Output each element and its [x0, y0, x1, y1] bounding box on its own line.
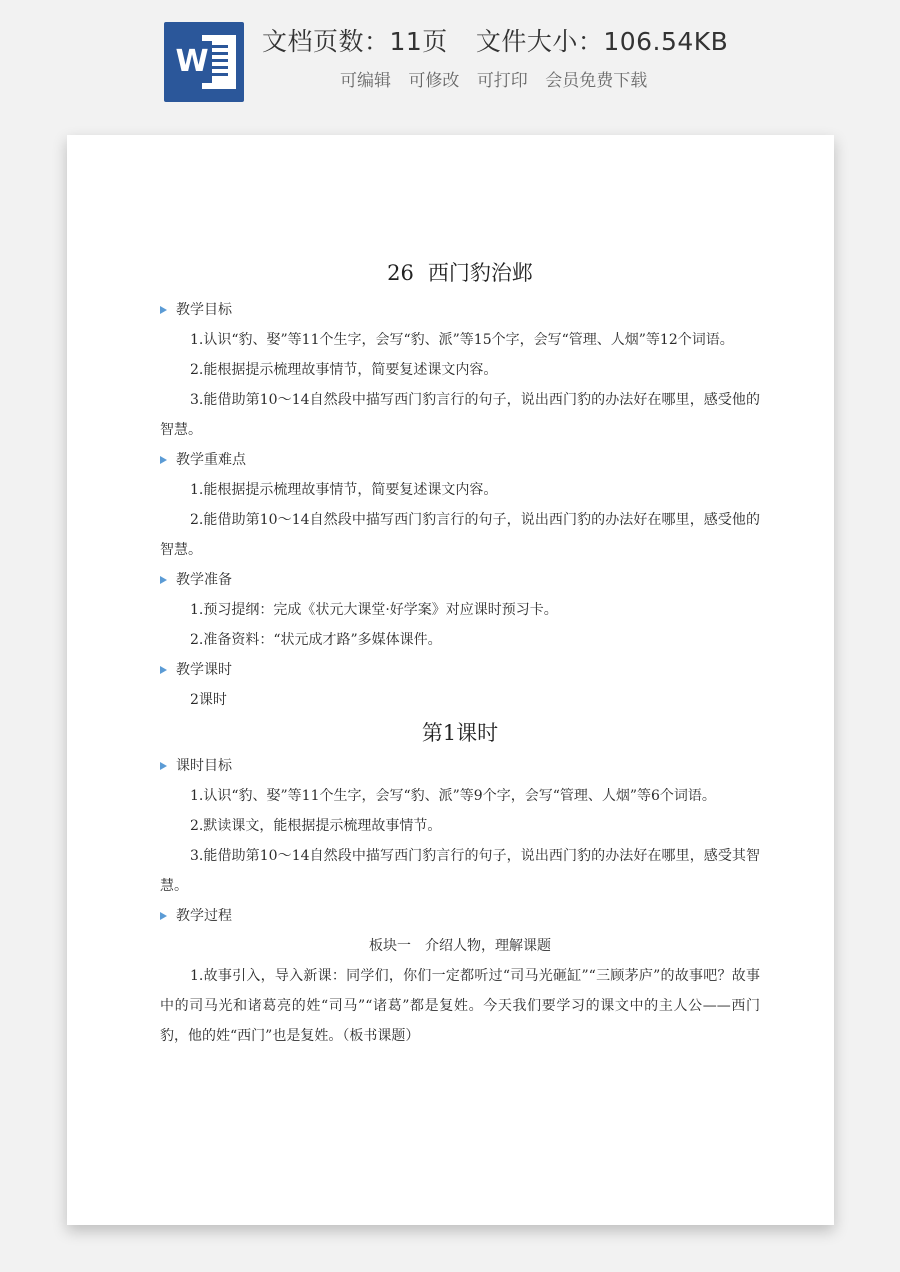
- file-info: [262, 22, 728, 58]
- paragraph: 1.认识“豹、娶”等11个生字，会写“豹、派”等15个字，会写“管理、人烟”等12个词语。: [190, 332, 734, 348]
- paragraph: 2.能借助第10～14自然段中描写西门豹言行的句子，说出西门豹的办法好在哪里，感受他的智慧。: [160, 512, 760, 558]
- lesson-number: 26: [387, 261, 414, 285]
- triangle-bullet-icon: [160, 666, 167, 674]
- document-title: [160, 259, 760, 287]
- section-heading-teaching-process: 教学过程: [160, 901, 760, 931]
- word-icon-letter: W: [172, 41, 212, 83]
- paragraph: 1.预习提纲：完成《状元大课堂·好学案》对应课时预习卡。: [190, 602, 558, 618]
- word-document-icon: [164, 22, 244, 102]
- download-banner: [0, 0, 900, 128]
- section-heading-period-goals: 课时目标: [160, 751, 760, 781]
- triangle-bullet-icon: [160, 306, 167, 314]
- paragraph: 2.准备资料：“状元成才路”多媒体课件。: [190, 632, 442, 648]
- feature-member-download: 会员免费下载: [545, 71, 648, 91]
- paragraph: 2.默读课文，能根据提示梳理故事情节。: [190, 818, 442, 834]
- page-count: 文档页数：11页: [262, 27, 448, 56]
- file-size: 文件大小：106.54KB: [475, 27, 729, 56]
- triangle-bullet-icon: [160, 912, 167, 920]
- paragraph: 1.认识“豹、娶”等11个生字，会写“豹、派”等9个字，会写“管理、人烟”等6个词语。: [190, 788, 716, 804]
- section-heading-preparation: 教学准备: [160, 565, 760, 595]
- feature-list: [340, 66, 647, 91]
- paragraph: 1.故事引入，导入新课：同学们，你们一定都听过“司马光砸缸”“三顾茅庐”的故事吧？故事中的司马光和诸葛亮的姓“司马”“诸葛”都是复姓。今天我们要学习的课文中的主人公——西门豹，他的姓“西门”也是复姓。（板书课题）: [160, 968, 760, 1044]
- section-heading-class-hours: 教学课时: [160, 655, 760, 685]
- triangle-bullet-icon: [160, 456, 167, 464]
- feature-printable: 可打印: [476, 71, 528, 91]
- paragraph: 3.能借助第10～14自然段中描写西门豹言行的句子，说出西门豹的办法好在哪里，感受其智慧。: [160, 848, 760, 894]
- feature-editable: 可编辑: [340, 71, 391, 91]
- paragraph: 3.能借助第10～14自然段中描写西门豹言行的句子，说出西门豹的办法好在哪里，感受他的智慧。: [160, 392, 760, 438]
- section-heading-teaching-goals: 教学目标: [160, 295, 760, 325]
- document-content: [160, 259, 760, 1051]
- paragraph: 1.能根据提示梳理故事情节，简要复述课文内容。: [190, 482, 498, 498]
- section-heading-key-points: 教学重难点: [160, 445, 760, 475]
- lesson-name: 西门豹治邺: [427, 261, 533, 285]
- paragraph: 2.能根据提示梳理故事情节，简要复述课文内容。: [190, 362, 498, 378]
- triangle-bullet-icon: [160, 576, 167, 584]
- document-page: [67, 135, 834, 1225]
- paragraph: 2课时: [190, 692, 227, 708]
- triangle-bullet-icon: [160, 762, 167, 770]
- block-title: 板块一 介绍人物，理解课题: [369, 938, 551, 954]
- feature-modifiable: 可修改: [408, 71, 460, 91]
- lesson-period-title: 第1课时: [421, 721, 499, 745]
